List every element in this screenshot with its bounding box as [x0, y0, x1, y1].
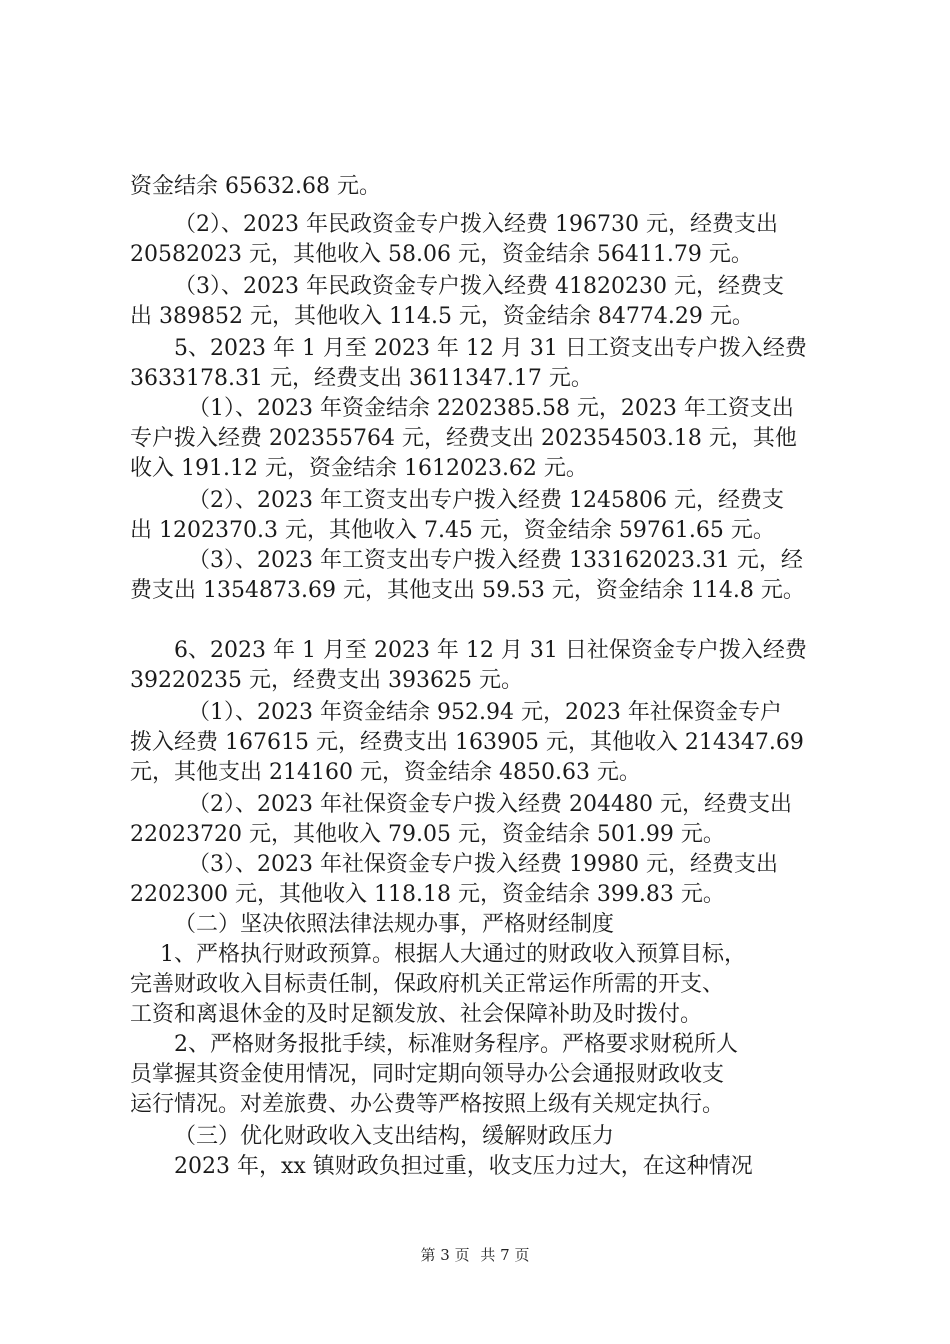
text-line: 2202300 元，其他收入 118.18 元，资金结余 399.83 元。 [130, 882, 725, 907]
text-line: （3）、2023 年工资支出专户拨入经费 133162023.31 元，经 [188, 548, 803, 573]
text-line: 专户拨入经费 202355764 元，经费支出 202354503.18 元，其他 [130, 426, 797, 451]
text-line: （1）、2023 年资金结余 952.94 元，2023 年社保资金专户 [188, 700, 782, 725]
text-line: 6、2023 年 1 月至 2023 年 12 月 31 日社保资金专户拨入经费 [174, 638, 807, 663]
text-line: 出 389852 元，其他收入 114.5 元，资金结余 84774.29 元。 [130, 304, 754, 329]
text-line: 员掌握其资金使用情况，同时定期向领导办公会通报财政收支 [130, 1062, 725, 1087]
text-line: （3）、2023 年民政资金专户拨入经费 41820230 元，经费支 [174, 274, 784, 299]
text-line: 20582023 元，其他收入 58.06 元，资金结余 56411.79 元。 [130, 242, 753, 267]
text-line: 5、2023 年 1 月至 2023 年 12 月 31 日工资支出专户拨入经费 [174, 336, 807, 361]
text-line: 工资和离退休金的及时足额发放、社会保障补助及时拨付。 [130, 1002, 703, 1027]
text-line: 资金结余 65632.68 元。 [130, 174, 381, 199]
page-number: 第 3 页 [420, 1246, 470, 1264]
text-line: （1）、2023 年资金结余 2202385.58 元，2023 年工资支出 [188, 396, 794, 421]
text-line: 元，其他支出 214160 元，资金结余 4850.63 元。 [130, 760, 641, 785]
text-line: （3）、2023 年社保资金专户拨入经费 19980 元，经费支出 [188, 852, 778, 877]
text-line: （2）、2023 年民政资金专户拨入经费 196730 元，经费支出 [174, 212, 778, 237]
page-total: 共 7 页 [480, 1246, 530, 1264]
text-line: 收入 191.12 元，资金结余 1612023.62 元。 [130, 456, 588, 481]
text-line: 22023720 元，其他收入 79.05 元，资金结余 501.99 元。 [130, 822, 725, 847]
text-line: 2、严格财务报批手续，标准财务程序。严格要求财税所人 [174, 1032, 738, 1057]
text-line: 拨入经费 167615 元，经费支出 163905 元，其他收入 214347.69 [130, 730, 804, 755]
text-line: 3633178.31 元，经费支出 3611347.17 元。 [130, 366, 593, 391]
text-line: （2）、2023 年社保资金专户拨入经费 204480 元，经费支出 [188, 792, 792, 817]
text-line: 运行情况。对差旅费、办公费等严格按照上级有关规定执行。 [130, 1092, 725, 1117]
section-heading: （二）坚决依照法律法规办事，严格财经制度 [174, 912, 615, 937]
text-line: 1、严格执行财政预算。根据人大通过的财政收入预算目标， [160, 942, 746, 967]
text-line: 2023 年，xx 镇财政负担过重，收支压力过大，在这种情况 [174, 1154, 753, 1179]
text-line: 费支出 1354873.69 元，其他支出 59.53 元，资金结余 114.8 元。 [130, 578, 805, 603]
text-line: 39220235 元，经费支出 393625 元。 [130, 668, 523, 693]
text-line: 完善财政收入目标责任制，保政府机关正常运作所需的开支、 [130, 972, 725, 997]
section-heading: （三）优化财政收入支出结构，缓解财政压力 [174, 1124, 615, 1149]
page-footer [0, 1244, 950, 1265]
text-line: 出 1202370.3 元，其他收入 7.45 元，资金结余 59761.65 元。 [130, 518, 775, 543]
text-line: （2）、2023 年工资支出专户拨入经费 1245806 元，经费支 [188, 488, 784, 513]
